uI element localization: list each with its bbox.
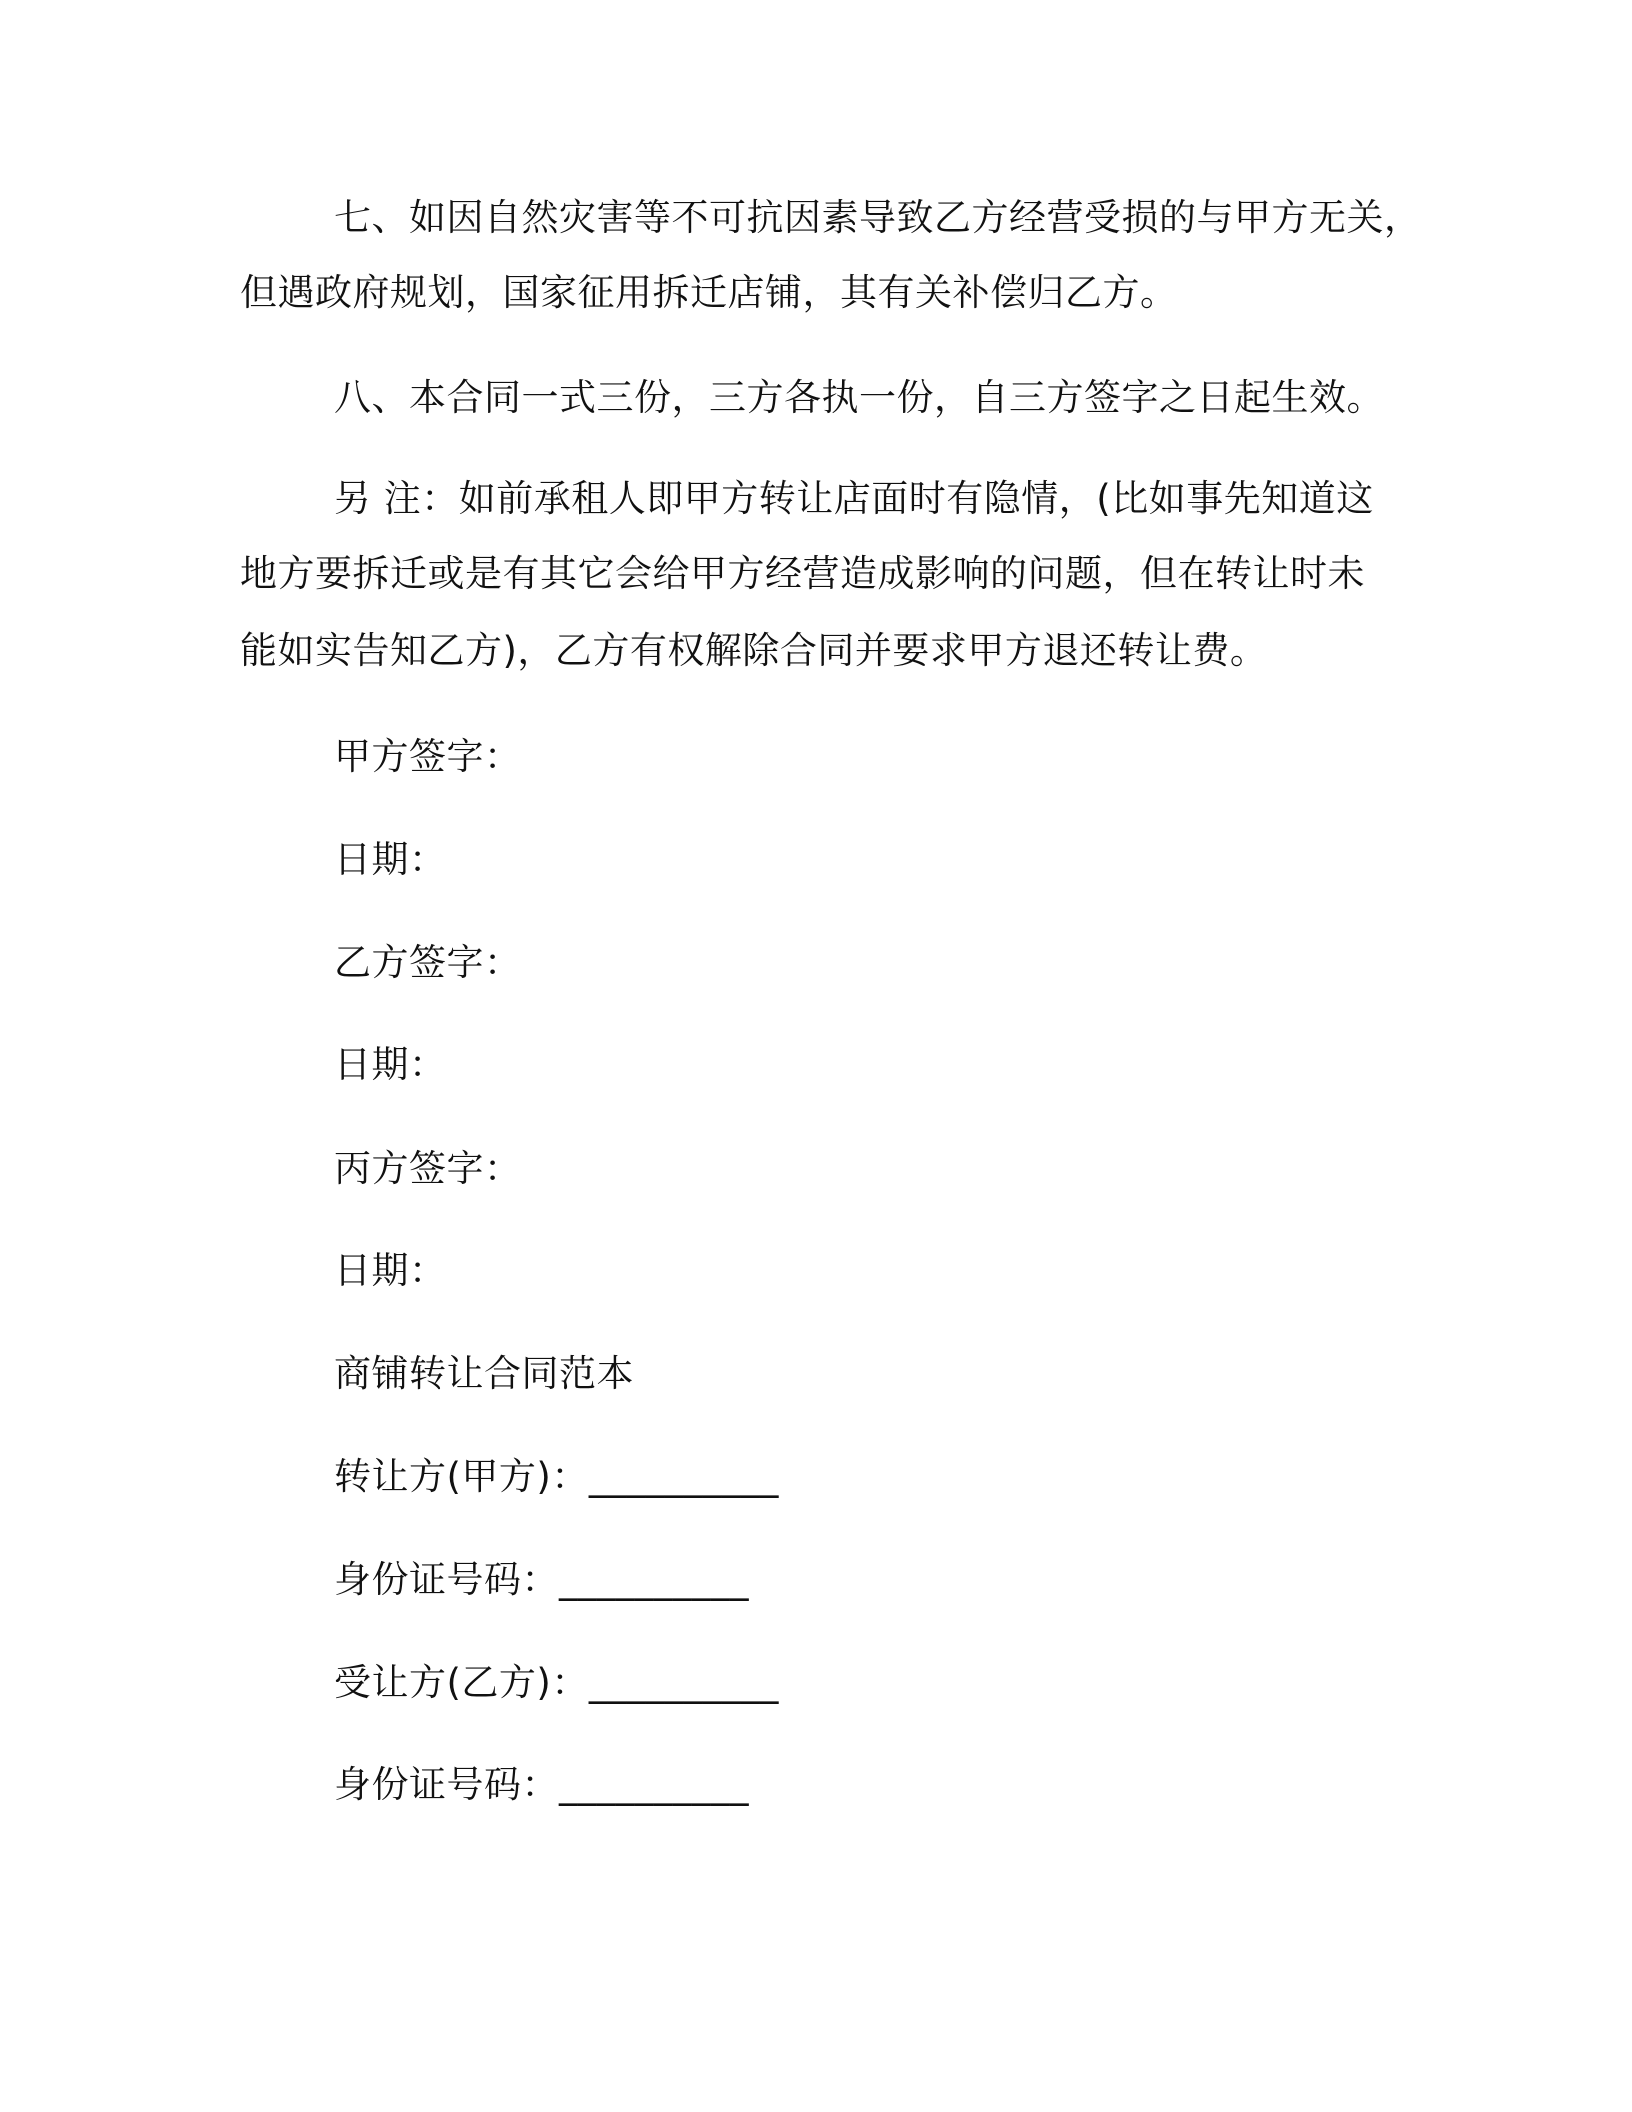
party-a-date-label: 日期： (334, 838, 447, 881)
transferee-blank: __________ (588, 1661, 779, 1704)
clause-eight-line-1: 八、本合同一式三份，三方各执一份，自三方签字之日起生效。 (334, 376, 1384, 419)
transferee-id-label: 身份证号码： (334, 1763, 559, 1806)
transferee-field (334, 1658, 779, 1708)
transferee-id-blank: __________ (559, 1763, 749, 1806)
second-contract-title: 商铺转让合同范本 (334, 1352, 634, 1395)
transferor-label: 转让方(甲方)： (334, 1455, 589, 1498)
party-c-date-label: 日期： (334, 1249, 447, 1292)
party-a-signature-label: 甲方签字： (334, 735, 522, 778)
transferor-id-field (334, 1555, 749, 1605)
transferor-blank: __________ (588, 1455, 779, 1498)
transferor-id-blank: __________ (559, 1558, 749, 1601)
note-line-3: 能如实告知乙方)，乙方有权解除合同并要求甲方退还转让费。 (240, 629, 1268, 672)
transferee-label: 受让方(乙方)： (334, 1661, 589, 1704)
party-b-date-label: 日期： (334, 1043, 447, 1086)
party-b-signature-label: 乙方签字： (334, 941, 522, 984)
party-c-signature-label: 丙方签字： (334, 1147, 522, 1190)
clause-seven-line-2: 但遇政府规划，国家征用拆迁店铺，其有关补偿归乙方。 (240, 271, 1178, 314)
clause-seven-line-1: 七、如因自然灾害等不可抗因素导致乙方经营受损的与甲方无关， (334, 196, 1422, 239)
transferor-field (334, 1452, 779, 1502)
transferee-id-field (334, 1760, 749, 1810)
note-line-2: 地方要拆迁或是有其它会给甲方经营造成影响的问题，但在转让时未 (240, 552, 1365, 595)
note-line-1: 另 注：如前承租人即甲方转让店面时有隐情，(比如事先知道这 (334, 477, 1374, 520)
transferor-id-label: 身份证号码： (334, 1558, 559, 1601)
